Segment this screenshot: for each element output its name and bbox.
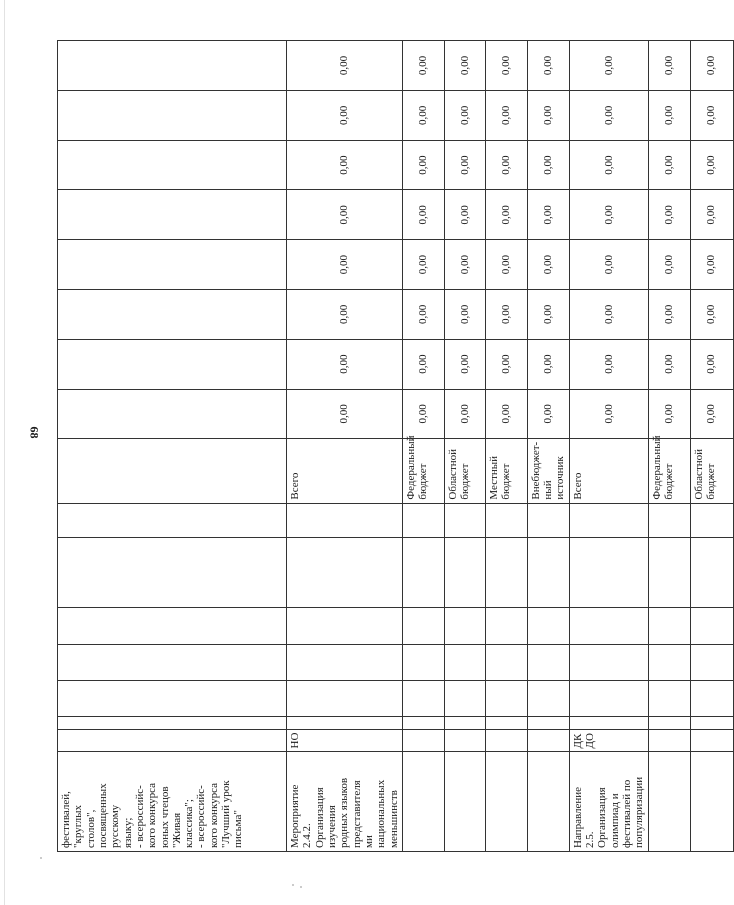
activity-description-cell: Мероприятие 2.4.2. Организация изучения родных языков представителя ми национальных меньшинств xyxy=(287,752,403,852)
amount-cell: 0,00 xyxy=(527,240,569,290)
scan-speck xyxy=(300,886,302,888)
amount-cell: 0,00 xyxy=(402,339,444,389)
empty-cell xyxy=(402,608,444,644)
empty-cell xyxy=(444,717,485,729)
amount-cell: 0,00 xyxy=(485,389,527,439)
amount-cell: 0,00 xyxy=(690,190,733,240)
amount-cell: 0,00 xyxy=(690,41,733,91)
empty-cell xyxy=(444,680,485,716)
empty-cell xyxy=(58,240,287,290)
empty-cell xyxy=(402,680,444,716)
empty-cell xyxy=(690,608,733,644)
amount-cell: 0,00 xyxy=(569,339,648,389)
empty-cell xyxy=(444,608,485,644)
empty-cell xyxy=(648,537,690,608)
amount-cell: 0,00 xyxy=(527,389,569,439)
amount-cell: 0,00 xyxy=(287,389,403,439)
empty-cell xyxy=(527,644,569,680)
empty-cell xyxy=(485,680,527,716)
empty-cell xyxy=(527,608,569,644)
table-row xyxy=(690,41,733,852)
empty-cell xyxy=(444,537,485,608)
funding-source-cell: Областной бюджет xyxy=(690,439,733,503)
amount-cell: 0,00 xyxy=(485,90,527,140)
empty-cell xyxy=(690,680,733,716)
amount-cell: 0,00 xyxy=(287,41,403,91)
table-row xyxy=(444,41,485,852)
executor-cell xyxy=(648,729,690,752)
executor-cell: ДК ДО xyxy=(569,729,648,752)
amount-cell: 0,00 xyxy=(569,190,648,240)
budget-table xyxy=(57,40,734,852)
amount-cell: 0,00 xyxy=(402,389,444,439)
left-margin-line xyxy=(4,0,5,905)
amount-cell: 0,00 xyxy=(287,240,403,290)
empty-cell xyxy=(690,644,733,680)
empty-cell xyxy=(402,503,444,537)
amount-cell: 0,00 xyxy=(485,190,527,240)
funding-source-cell: Местный бюджет xyxy=(485,439,527,503)
amount-cell: 0,00 xyxy=(569,289,648,339)
amount-cell: 0,00 xyxy=(569,240,648,290)
empty-cell xyxy=(527,503,569,537)
empty-cell xyxy=(287,717,403,729)
amount-cell: 0,00 xyxy=(569,140,648,190)
amount-cell: 0,00 xyxy=(444,140,485,190)
empty-cell xyxy=(402,644,444,680)
empty-cell xyxy=(648,608,690,644)
amount-cell: 0,00 xyxy=(444,190,485,240)
empty-cell xyxy=(648,644,690,680)
activity-description-cell xyxy=(690,752,733,852)
empty-cell xyxy=(444,503,485,537)
empty-cell xyxy=(58,90,287,140)
activity-description-cell xyxy=(648,752,690,852)
empty-cell xyxy=(58,608,287,644)
funding-source-cell: Федеральный бюджет xyxy=(648,439,690,503)
amount-cell: 0,00 xyxy=(444,41,485,91)
table-row xyxy=(402,41,444,852)
amount-cell: 0,00 xyxy=(690,389,733,439)
executor-cell xyxy=(402,729,444,752)
table-row xyxy=(527,41,569,852)
empty-cell xyxy=(485,503,527,537)
empty-cell xyxy=(569,608,648,644)
activity-description-cell: фестивалей, "круглых столов", посвященных русскому языку; - всероссийс- кого конкурса юных чтецов "Живая классика"; - всероссийс- кого конкурса "Лучший урок письма" xyxy=(58,752,287,852)
executor-cell xyxy=(690,729,733,752)
empty-cell xyxy=(58,289,287,339)
table-row xyxy=(485,41,527,852)
activity-description-cell xyxy=(527,752,569,852)
amount-cell: 0,00 xyxy=(402,140,444,190)
empty-cell xyxy=(648,503,690,537)
amount-cell: 0,00 xyxy=(402,90,444,140)
funding-source-cell xyxy=(58,439,287,503)
table-row xyxy=(569,41,648,852)
amount-cell: 0,00 xyxy=(690,140,733,190)
empty-cell xyxy=(58,680,287,716)
amount-cell: 0,00 xyxy=(444,90,485,140)
empty-cell xyxy=(527,537,569,608)
scan-speck xyxy=(40,857,42,859)
executor-cell xyxy=(444,729,485,752)
empty-cell xyxy=(287,608,403,644)
funding-source-cell: Областной бюджет xyxy=(444,439,485,503)
empty-cell xyxy=(690,717,733,729)
funding-source-cell: Федеральный бюджет xyxy=(402,439,444,503)
empty-cell xyxy=(527,717,569,729)
table-row xyxy=(648,41,690,852)
executor-cell: НО xyxy=(287,729,403,752)
scan-speck xyxy=(292,884,294,886)
page-number: 68 xyxy=(27,426,42,439)
amount-cell: 0,00 xyxy=(648,190,690,240)
amount-cell: 0,00 xyxy=(402,190,444,240)
amount-cell: 0,00 xyxy=(648,90,690,140)
amount-cell: 0,00 xyxy=(648,339,690,389)
executor-cell xyxy=(527,729,569,752)
empty-cell xyxy=(58,190,287,240)
amount-cell: 0,00 xyxy=(402,240,444,290)
table-row xyxy=(287,41,403,852)
empty-cell xyxy=(402,537,444,608)
empty-cell xyxy=(690,537,733,608)
rotated-table-area xyxy=(57,40,718,852)
empty-cell xyxy=(569,537,648,608)
activity-description-cell xyxy=(485,752,527,852)
amount-cell: 0,00 xyxy=(648,140,690,190)
amount-cell: 0,00 xyxy=(444,339,485,389)
empty-cell xyxy=(569,680,648,716)
empty-cell xyxy=(569,717,648,729)
amount-cell: 0,00 xyxy=(444,389,485,439)
amount-cell: 0,00 xyxy=(485,289,527,339)
amount-cell: 0,00 xyxy=(287,140,403,190)
empty-cell xyxy=(58,41,287,91)
amount-cell: 0,00 xyxy=(690,289,733,339)
amount-cell: 0,00 xyxy=(648,289,690,339)
activity-description-cell xyxy=(402,752,444,852)
amount-cell: 0,00 xyxy=(569,41,648,91)
empty-cell xyxy=(58,503,287,537)
empty-cell xyxy=(58,717,287,729)
table-body xyxy=(58,41,734,852)
amount-cell: 0,00 xyxy=(690,90,733,140)
amount-cell: 0,00 xyxy=(648,240,690,290)
executor-cell xyxy=(58,729,287,752)
funding-source-cell: Всего xyxy=(287,439,403,503)
amount-cell: 0,00 xyxy=(287,289,403,339)
empty-cell xyxy=(58,339,287,389)
empty-cell xyxy=(569,644,648,680)
activity-description-cell: Направление 2.5. Организация олимпиад и фестивалей по популяризации xyxy=(569,752,648,852)
executor-cell xyxy=(485,729,527,752)
empty-cell xyxy=(485,608,527,644)
amount-cell: 0,00 xyxy=(648,389,690,439)
amount-cell: 0,00 xyxy=(569,389,648,439)
empty-cell xyxy=(287,537,403,608)
empty-cell xyxy=(287,680,403,716)
amount-cell: 0,00 xyxy=(569,90,648,140)
amount-cell: 0,00 xyxy=(402,41,444,91)
amount-cell: 0,00 xyxy=(485,41,527,91)
empty-cell xyxy=(58,389,287,439)
funding-source-cell: Внебюджет- ный источник xyxy=(527,439,569,503)
amount-cell: 0,00 xyxy=(527,90,569,140)
table-row xyxy=(58,41,287,852)
amount-cell: 0,00 xyxy=(527,140,569,190)
empty-cell xyxy=(402,717,444,729)
amount-cell: 0,00 xyxy=(527,339,569,389)
empty-cell xyxy=(287,503,403,537)
amount-cell: 0,00 xyxy=(485,140,527,190)
empty-cell xyxy=(287,644,403,680)
empty-cell xyxy=(58,644,287,680)
activity-description-cell xyxy=(444,752,485,852)
empty-cell xyxy=(527,680,569,716)
empty-cell xyxy=(648,680,690,716)
empty-cell xyxy=(485,644,527,680)
empty-cell xyxy=(58,140,287,190)
funding-source-cell: Всего xyxy=(569,439,648,503)
amount-cell: 0,00 xyxy=(287,190,403,240)
empty-cell xyxy=(485,537,527,608)
amount-cell: 0,00 xyxy=(287,339,403,389)
empty-cell xyxy=(648,717,690,729)
amount-cell: 0,00 xyxy=(527,41,569,91)
amount-cell: 0,00 xyxy=(527,190,569,240)
empty-cell xyxy=(569,503,648,537)
empty-cell xyxy=(58,537,287,608)
amount-cell: 0,00 xyxy=(690,240,733,290)
amount-cell: 0,00 xyxy=(444,289,485,339)
amount-cell: 0,00 xyxy=(527,289,569,339)
amount-cell: 0,00 xyxy=(648,41,690,91)
amount-cell: 0,00 xyxy=(402,289,444,339)
empty-cell xyxy=(444,644,485,680)
empty-cell xyxy=(690,503,733,537)
amount-cell: 0,00 xyxy=(444,240,485,290)
amount-cell: 0,00 xyxy=(485,240,527,290)
amount-cell: 0,00 xyxy=(690,339,733,389)
amount-cell: 0,00 xyxy=(287,90,403,140)
amount-cell: 0,00 xyxy=(485,339,527,389)
empty-cell xyxy=(485,717,527,729)
